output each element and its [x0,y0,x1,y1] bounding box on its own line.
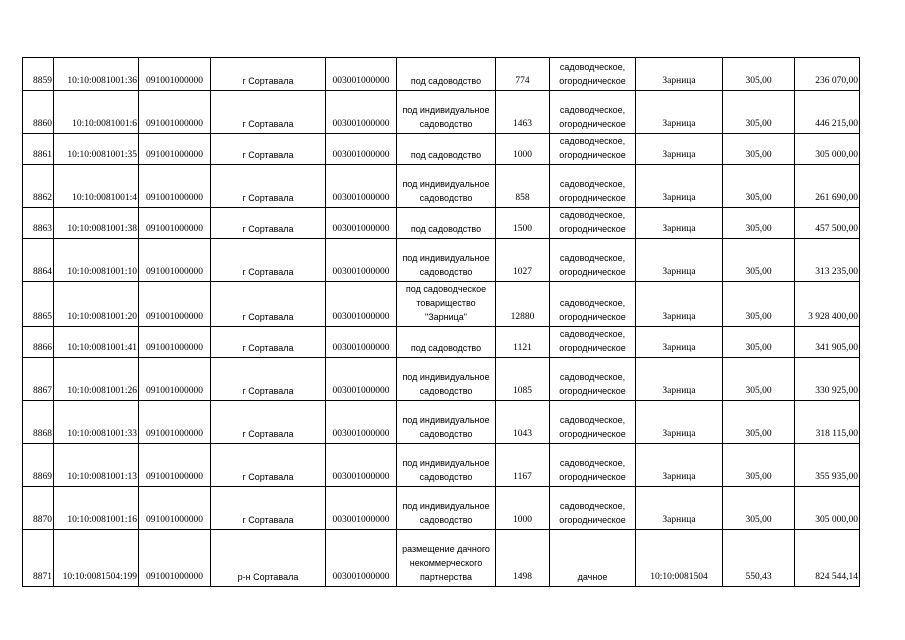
permitted-use-line: под садоводство [410,224,482,234]
category-code: 003001000000 [326,530,397,587]
use-type [550,401,636,444]
area-value: 1085 [496,358,550,401]
area-value: 1498 [496,530,550,587]
use-type [550,239,636,282]
table-body [23,58,860,587]
row-number: 8862 [23,165,54,208]
permitted-use-line: под индивидуальное [402,179,490,189]
category-code: 003001000000 [326,282,397,327]
municipality: г Сортавала [211,401,326,444]
oktmo-code: 091001000000 [139,282,211,327]
municipality: р-н Сортавала [211,530,326,587]
use-type [550,91,636,134]
category-code: 003001000000 [326,444,397,487]
specific-value: 305,00 [723,358,795,401]
table-row [23,208,860,239]
permitted-use-line: партнерства [419,572,473,582]
use-type-line: огородническое [559,472,626,482]
zone-name: Зарница [636,327,723,358]
cadastral-number: 10:10:0081001:6 [54,91,139,134]
cadastral-cost: 446 215,00 [795,91,860,134]
table-row [23,91,860,134]
category-code: 003001000000 [326,327,397,358]
use-type-line: садоводческое, [559,253,626,263]
category-code: 003001000000 [326,165,397,208]
area-value: 1121 [496,327,550,358]
permitted-use [397,239,496,282]
cadastral-cost: 236 070,00 [795,58,860,91]
permitted-use-line: размещение дачного [402,544,490,554]
use-type [550,327,636,358]
use-type-line: огородническое [559,267,626,277]
cadastral-number: 10:10:0081001:38 [54,208,139,239]
area-value: 12880 [496,282,550,327]
use-type [550,358,636,401]
permitted-use-line: под индивидуальное [402,372,490,382]
cadastral-cost: 355 935,00 [795,444,860,487]
table-row [23,165,860,208]
area-value: 1027 [496,239,550,282]
use-type-line: садоводческое, [559,179,626,189]
category-code: 003001000000 [326,58,397,91]
permitted-use-line: садоводство [419,429,473,439]
oktmo-code: 091001000000 [139,487,211,530]
municipality: г Сортавала [211,165,326,208]
oktmo-code: 091001000000 [139,134,211,165]
permitted-use [397,58,496,91]
category-code: 003001000000 [326,358,397,401]
category-code: 003001000000 [326,401,397,444]
permitted-use-line: под индивидуальное [402,253,490,263]
use-type-line: садоводческое, [559,415,626,425]
cadastral-number: 10:10:0081001:13 [54,444,139,487]
area-value: 774 [496,58,550,91]
specific-value: 305,00 [723,58,795,91]
permitted-use-line: некоммерческого [409,558,483,568]
zone-name: Зарница [636,165,723,208]
use-type-line: садоводческое, [559,210,626,220]
area-value: 858 [496,165,550,208]
permitted-use-line: товарищество [416,298,476,308]
cadastral-number: 10:10:0081001:41 [54,327,139,358]
row-number: 8864 [23,239,54,282]
cadastral-cost: 305 000,00 [795,487,860,530]
cadastral-cost: 313 235,00 [795,239,860,282]
area-value: 1167 [496,444,550,487]
specific-value: 305,00 [723,239,795,282]
permitted-use-line: под садоводческое [405,284,487,294]
cadastral-number: 10:10:0081001:16 [54,487,139,530]
permitted-use [397,165,496,208]
permitted-use-line: под индивидуальное [402,415,490,425]
zone-name: Зарница [636,487,723,530]
use-type-line: садоводческое, [559,136,626,146]
zone-name: Зарница [636,282,723,327]
cadastral-number: 10:10:0081001:10 [54,239,139,282]
oktmo-code: 091001000000 [139,327,211,358]
permitted-use-line: под индивидуальное [402,458,490,468]
table-row [23,58,860,91]
cadastral-number: 10:10:0081001:36 [54,58,139,91]
use-type [550,444,636,487]
municipality: г Сортавала [211,208,326,239]
land-cadastral-table [22,57,860,587]
permitted-use-line: под индивидуальное [402,105,490,115]
zone-name: Зарница [636,401,723,444]
municipality: г Сортавала [211,327,326,358]
use-type [550,58,636,91]
cadastral-cost: 330 925,00 [795,358,860,401]
cadastral-cost: 341 905,00 [795,327,860,358]
permitted-use [397,134,496,165]
permitted-use-line: садоводство [419,193,473,203]
area-value: 1463 [496,91,550,134]
use-type [550,487,636,530]
permitted-use-line: под садоводство [410,343,482,353]
category-code: 003001000000 [326,487,397,530]
permitted-use [397,358,496,401]
table-row [23,239,860,282]
use-type-line: огородническое [559,76,626,86]
oktmo-code: 091001000000 [139,165,211,208]
cadastral-number: 10:10:0081001:35 [54,134,139,165]
table-row [23,444,860,487]
use-type [550,282,636,327]
table-row [23,530,860,587]
specific-value: 305,00 [723,91,795,134]
zone-name: Зарница [636,208,723,239]
specific-value: 305,00 [723,208,795,239]
municipality: г Сортавала [211,487,326,530]
cadastral-cost: 305 000,00 [795,134,860,165]
use-type [550,134,636,165]
use-type-line: огородническое [559,150,626,160]
use-type-line: огородническое [559,224,626,234]
cadastral-number: 10:10:0081001:20 [54,282,139,327]
cadastral-number: 10:10:0081504:199 [54,530,139,587]
category-code: 003001000000 [326,91,397,134]
oktmo-code: 091001000000 [139,401,211,444]
permitted-use-line: под садоводство [410,150,482,160]
specific-value: 305,00 [723,327,795,358]
table-row [23,401,860,444]
permitted-use-line: садоводство [419,267,473,277]
permitted-use-line: "Зарница" [425,312,467,322]
municipality: г Сортавала [211,282,326,327]
table-row [23,358,860,401]
row-number: 8863 [23,208,54,239]
table-row [23,134,860,165]
specific-value: 305,00 [723,165,795,208]
cadastral-cost: 261 690,00 [795,165,860,208]
use-type-line: огородническое [559,312,626,322]
zone-name: Зарница [636,358,723,401]
row-number: 8870 [23,487,54,530]
row-number: 8867 [23,358,54,401]
municipality: г Сортавала [211,444,326,487]
zone-name: Зарница [636,58,723,91]
permitted-use [397,208,496,239]
specific-value: 305,00 [723,134,795,165]
municipality: г Сортавала [211,358,326,401]
cadastral-number: 10:10:0081001:4 [54,165,139,208]
area-value: 1500 [496,208,550,239]
use-type-line: огородническое [559,193,626,203]
row-number: 8861 [23,134,54,165]
permitted-use-line: под садоводство [410,76,482,86]
permitted-use [397,444,496,487]
use-type-line: огородническое [559,119,626,129]
oktmo-code: 091001000000 [139,208,211,239]
use-type-line: огородническое [559,343,626,353]
row-number: 8868 [23,401,54,444]
permitted-use-line: садоводство [419,386,473,396]
row-number: 8866 [23,327,54,358]
oktmo-code: 091001000000 [139,58,211,91]
use-type-line: садоводческое, [559,298,626,308]
specific-value: 305,00 [723,487,795,530]
permitted-use [397,91,496,134]
use-type-line: огородническое [559,429,626,439]
cadastral-cost: 3 928 400,00 [795,282,860,327]
area-value: 1000 [496,487,550,530]
permitted-use [397,530,496,587]
municipality: г Сортавала [211,58,326,91]
specific-value: 305,00 [723,282,795,327]
permitted-use-line: садоводство [419,119,473,129]
use-type [550,530,636,587]
use-type-line: садоводческое, [559,501,626,511]
use-type [550,208,636,239]
category-code: 003001000000 [326,208,397,239]
use-type-line: огородническое [559,515,626,525]
use-type-line: садоводческое, [559,372,626,382]
cadastral-cost: 457 500,00 [795,208,860,239]
oktmo-code: 091001000000 [139,358,211,401]
municipality: г Сортавала [211,239,326,282]
use-type-line: дачное [577,572,608,582]
permitted-use-line: садоводство [419,472,473,482]
permitted-use [397,282,496,327]
zone-name: Зарница [636,134,723,165]
municipality: г Сортавала [211,91,326,134]
row-number: 8865 [23,282,54,327]
table-row [23,327,860,358]
category-code: 003001000000 [326,239,397,282]
permitted-use [397,487,496,530]
use-type [550,165,636,208]
table-row [23,282,860,327]
row-number: 8871 [23,530,54,587]
category-code: 003001000000 [326,134,397,165]
specific-value: 305,00 [723,401,795,444]
area-value: 1043 [496,401,550,444]
oktmo-code: 091001000000 [139,91,211,134]
use-type-line: садоводческое, [559,105,626,115]
use-type-line: садоводческое, [559,62,626,72]
zone-name: Зарница [636,239,723,282]
use-type-line: садоводческое, [559,329,626,339]
specific-value: 305,00 [723,444,795,487]
use-type-line: огородническое [559,386,626,396]
zone-name: 10:10:0081504 [636,530,723,587]
table-row [23,487,860,530]
row-number: 8860 [23,91,54,134]
area-value: 1000 [496,134,550,165]
cadastral-number: 10:10:0081001:33 [54,401,139,444]
cadastral-cost: 824 544,14 [795,530,860,587]
row-number: 8859 [23,58,54,91]
zone-name: Зарница [636,444,723,487]
municipality: г Сортавала [211,134,326,165]
cadastral-number: 10:10:0081001:26 [54,358,139,401]
oktmo-code: 091001000000 [139,239,211,282]
oktmo-code: 091001000000 [139,444,211,487]
permitted-use-line: под индивидуальное [402,501,490,511]
specific-value: 550,43 [723,530,795,587]
cadastral-cost: 318 115,00 [795,401,860,444]
permitted-use [397,327,496,358]
zone-name: Зарница [636,91,723,134]
row-number: 8869 [23,444,54,487]
oktmo-code: 091001000000 [139,530,211,587]
permitted-use [397,401,496,444]
use-type-line: садоводческое, [559,458,626,468]
permitted-use-line: садоводство [419,515,473,525]
